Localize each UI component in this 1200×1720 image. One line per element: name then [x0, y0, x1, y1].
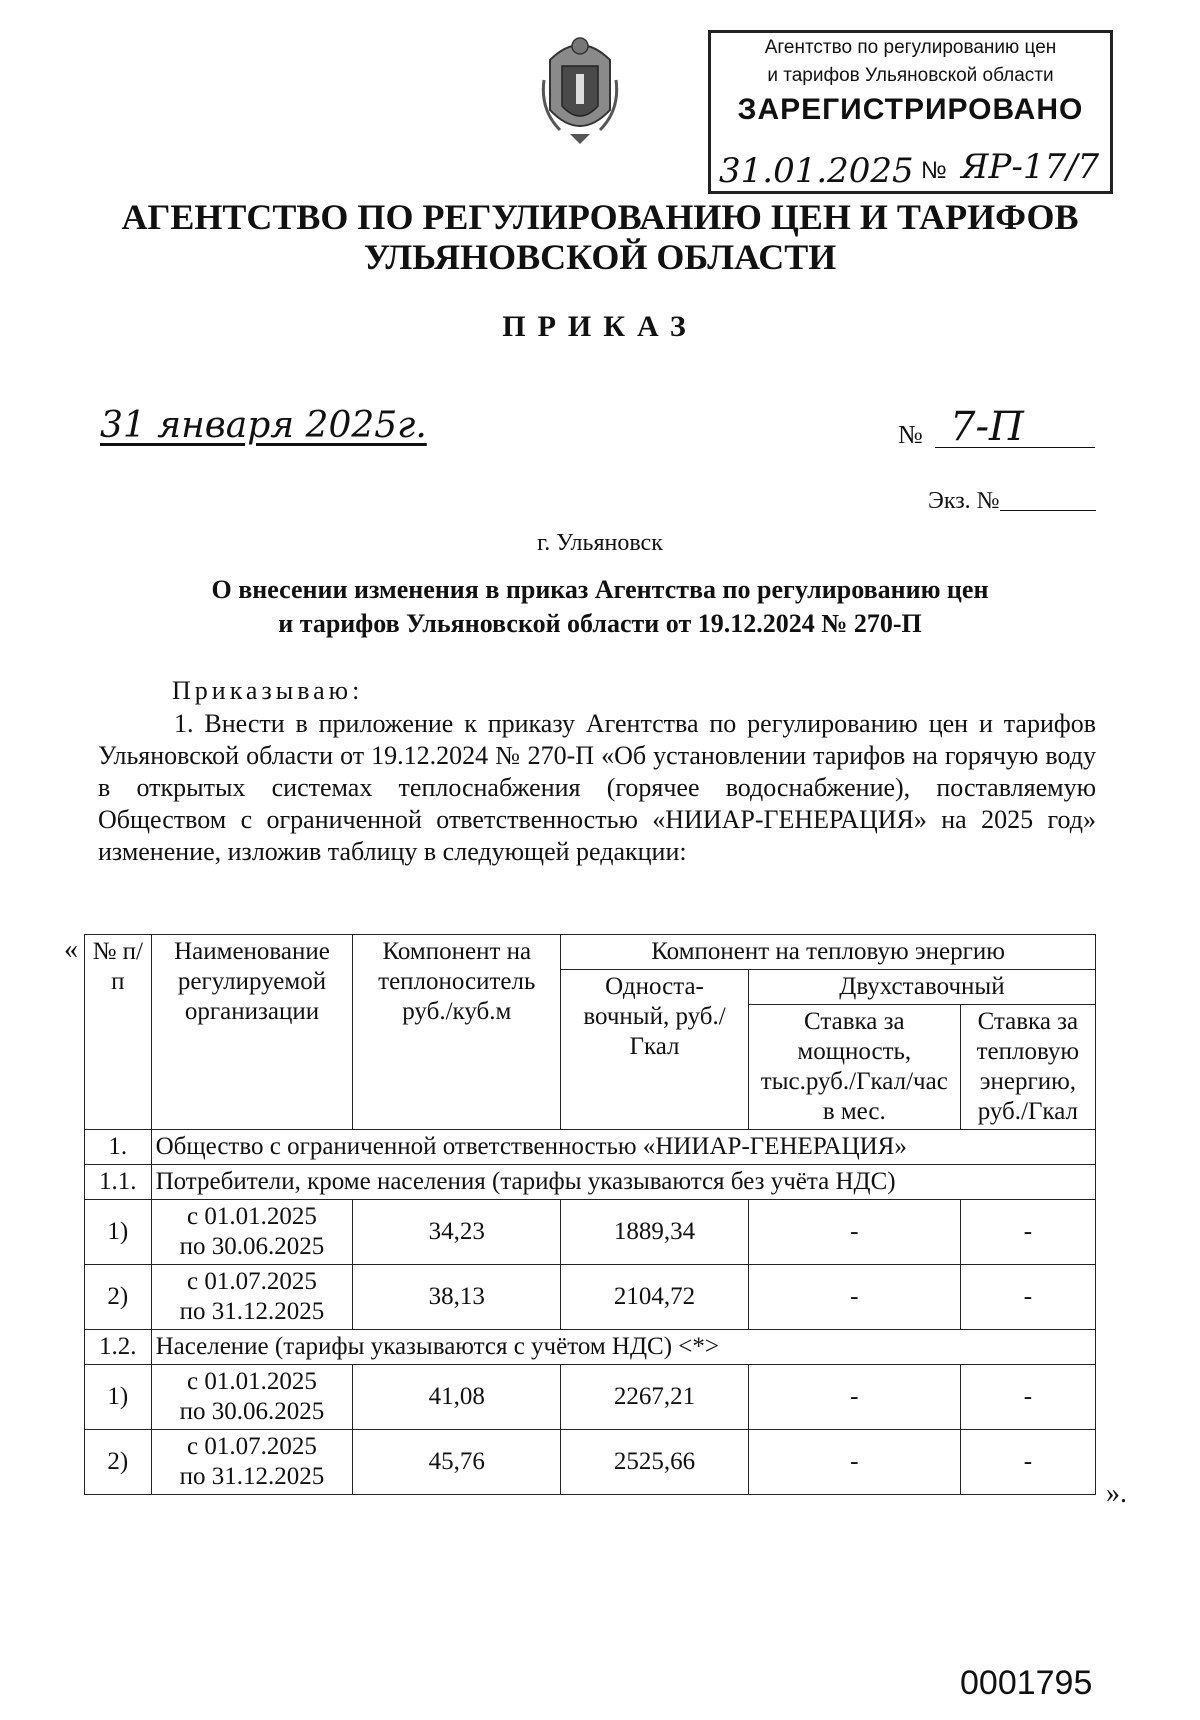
group-num: 1.1. — [85, 1165, 152, 1200]
row-capacity: - — [748, 1265, 960, 1330]
stamp-reg-number: ЯР-17/7 — [961, 147, 1100, 187]
row-capacity: - — [748, 1200, 960, 1265]
copy-number-label: Экз. № — [928, 488, 1000, 514]
order-number-label: № — [898, 420, 923, 449]
row-heat: - — [960, 1200, 1095, 1265]
row-carrier: 45,76 — [353, 1430, 561, 1495]
header-one-rate: Односта-вочный, руб./Гкал — [561, 970, 749, 1130]
stamp-number-label: № — [921, 157, 947, 184]
stamp-status: ЗАРЕГИСТРИРОВАНО — [737, 93, 1084, 126]
row-carrier: 34,23 — [353, 1200, 561, 1265]
row-one-rate: 2267,21 — [561, 1365, 749, 1430]
group-title: Потребители, кроме населения (тарифы указываются без учёта НДС) — [151, 1165, 1095, 1200]
header-two-rate: Двухставочный — [748, 970, 1095, 1005]
doc-type-title: ПРИКАЗ — [502, 310, 698, 343]
row-heat: - — [960, 1430, 1095, 1495]
subject-heading — [0, 573, 1200, 641]
table-row — [85, 1430, 1096, 1495]
group-num: 1.2. — [85, 1330, 152, 1365]
row-period — [151, 1200, 353, 1265]
agency-title-line2: УЛЬЯНОВСКОЙ ОБЛАСТИ — [363, 237, 837, 277]
city: г. Ульяновск — [537, 530, 663, 556]
paragraph-1: 1. Внести в приложение к приказу Агентства по регулированию цен и тарифов Ульяновской области от 19.12.2024 № 270-П «Об установлении тарифов на горячую воду в открытых системах теплоснабжения (горячее водоснабжение), поставляемую Обществом с ограниченной ответственностью «НИИАР-ГЕНЕРАЦИЯ» на 2025 год» изменение, изложив таблицу в следующей редакции: — [98, 709, 1096, 866]
copy-number-line — [1000, 510, 1096, 511]
agency-title-line1: АГЕНТСТВО ПО РЕГУЛИРОВАНИЮ ЦЕН И ТАРИФОВ — [121, 197, 1079, 237]
org-row-name: Общество с ограниченной ответственностью «НИИАР-ГЕНЕРАЦИЯ» — [151, 1130, 1095, 1165]
order-number-value: 7-П — [950, 404, 1024, 450]
table-quote-open: « — [64, 934, 78, 965]
row-num: 1) — [85, 1200, 152, 1265]
row-period-to: по 30.06.2025 — [179, 1233, 325, 1260]
header-org: Наименование регулируемой организации — [151, 935, 353, 1130]
row-one-rate: 2104,72 — [561, 1265, 749, 1330]
header-capacity: Ставка за мощность, тыс.руб./Гкал/час в мес. — [748, 1005, 960, 1130]
table-row — [85, 1265, 1096, 1330]
row-heat: - — [960, 1365, 1095, 1430]
header-carrier: Компонент на теплоноситель руб./куб.м — [353, 935, 561, 1130]
row-period-from: с 01.07.2025 — [187, 1433, 317, 1460]
row-period-to: по 31.12.2025 — [179, 1463, 325, 1490]
row-num: 2) — [85, 1265, 152, 1330]
row-period — [151, 1365, 353, 1430]
subject-line1: О внесении изменения в приказ Агентства по регулированию цен — [211, 575, 989, 604]
coat-of-arms-emblem — [540, 30, 620, 148]
row-period-to: по 30.06.2025 — [179, 1398, 325, 1425]
tariff-table — [84, 934, 1096, 1495]
row-period — [151, 1265, 353, 1330]
row-capacity: - — [748, 1365, 960, 1430]
row-heat: - — [960, 1265, 1095, 1330]
handwritten-date: 31 января 2025г. — [100, 405, 427, 446]
row-period-from: с 01.01.2025 — [187, 1203, 317, 1230]
registration-stamp — [708, 30, 1113, 194]
row-capacity: - — [748, 1430, 960, 1495]
row-num: 2) — [85, 1430, 152, 1495]
table-quote-close: ». — [1106, 1478, 1127, 1509]
row-period-from: с 01.07.2025 — [187, 1268, 317, 1295]
row-period-from: с 01.01.2025 — [187, 1368, 317, 1395]
order-word: Приказываю: — [172, 676, 364, 705]
row-period — [151, 1430, 353, 1495]
row-one-rate: 1889,34 — [561, 1200, 749, 1265]
stamp-date: 31.01.2025 — [719, 151, 914, 191]
table-row — [85, 1200, 1096, 1265]
row-carrier: 41,08 — [353, 1365, 561, 1430]
header-num: № п/п — [85, 935, 152, 1130]
document-serial-number: 0001795 — [960, 1664, 1093, 1702]
header-energy: Компонент на тепловую энергию — [561, 935, 1096, 970]
row-num: 1) — [85, 1365, 152, 1430]
subject-line2: и тарифов Ульяновской области от 19.12.2024 № 270-П — [278, 609, 922, 638]
row-carrier: 38,13 — [353, 1265, 561, 1330]
stamp-agency-line1: Агентство по регулированию цен — [764, 37, 1057, 58]
org-row-num: 1. — [85, 1130, 152, 1165]
group-title: Население (тарифы указываются с учётом НДС) <*> — [151, 1330, 1095, 1365]
stamp-agency-line2: и тарифов Ульяновской области — [767, 65, 1054, 86]
table-row — [85, 1365, 1096, 1430]
row-one-rate: 2525,66 — [561, 1430, 749, 1495]
row-period-to: по 31.12.2025 — [179, 1298, 325, 1325]
header-heat: Ставка за тепловую энергию, руб./Гкал — [960, 1005, 1095, 1130]
